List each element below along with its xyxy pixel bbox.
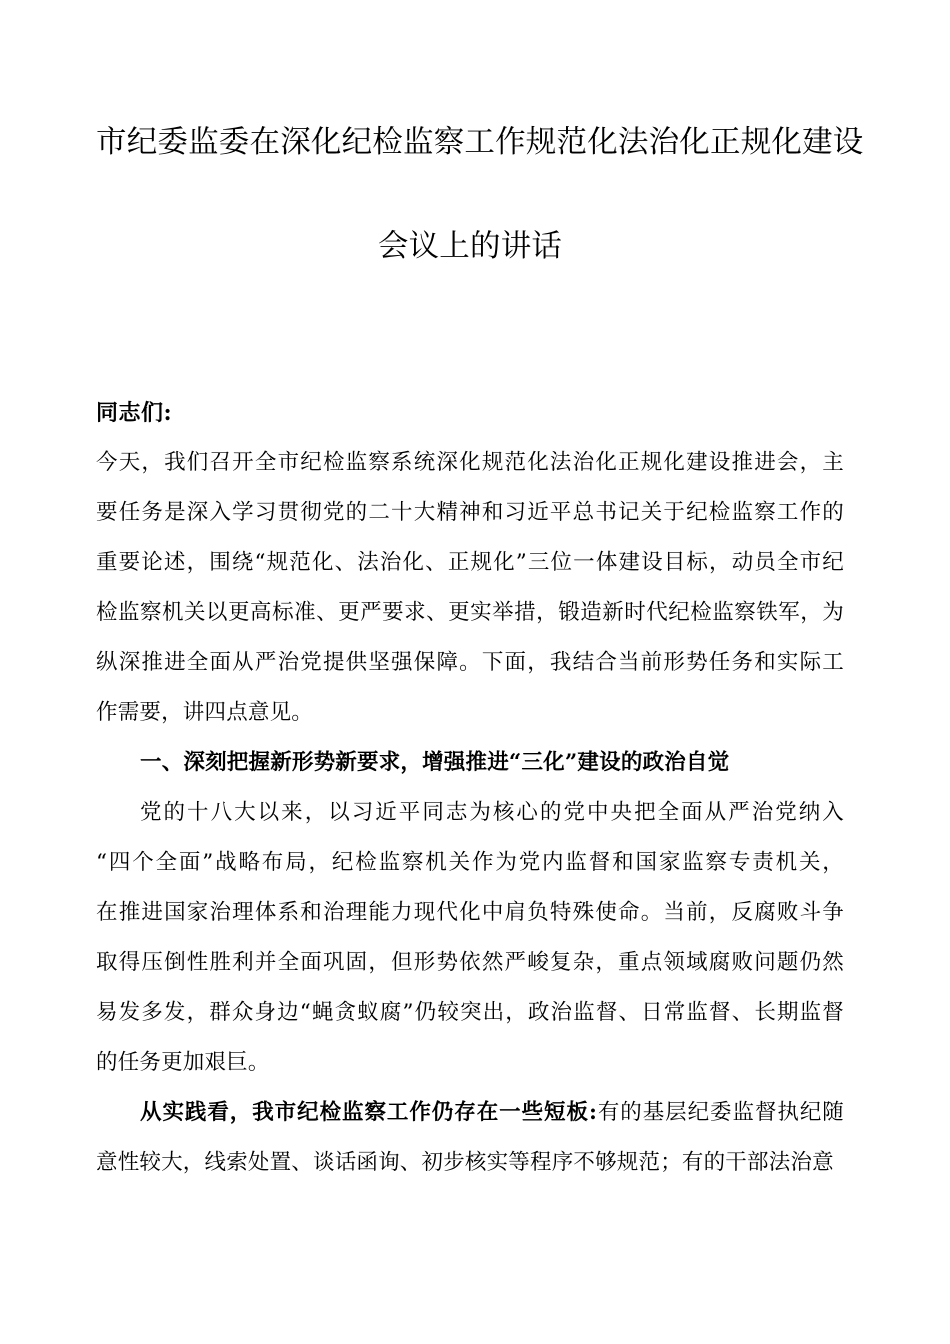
paragraph-line: 易发多发，群众身边“蝇贪蚁腐”仍较突出，政治监督、日常监督、长期监督 (96, 1000, 844, 1025)
paragraph-line: 作需要，讲四点意见。 (96, 700, 314, 725)
paragraph-line: 党的十八大以来，以习近平同志为核心的党中央把全面从严治党纳入 (140, 800, 844, 825)
paragraph-line: 取得压倒性胜利并全面巩固，但形势依然严峻复杂，重点领域腐败问题仍然 (96, 950, 844, 975)
page-title-line-2: 会议上的讲话 (377, 229, 563, 263)
paragraph-line: 要任务是深入学习贯彻党的二十大精神和习近平总书记关于纪检监察工作的 (96, 500, 844, 525)
paragraph-line: 检监察机关以更高标准、更严要求、更实举措，锻造新时代纪检监察铁军，为 (96, 600, 844, 625)
paragraph-bold-lead: 从实践看，我市纪检监察工作仍存在一些短板: (140, 1100, 598, 1125)
salutation: 同志们: (96, 400, 173, 426)
page-title (96, 0, 864, 272)
paragraph-section1-2 (96, 1088, 844, 1188)
paragraph-line-rest: 有的基层纪委监督执纪随 (597, 1100, 844, 1125)
paragraph-line: 重要论述，围绕“规范化、法治化、正规化”三位一体建设目标，动员全市纪 (96, 550, 844, 575)
document-body (96, 0, 864, 1188)
paragraph-line: 在推进国家治理体系和治理能力现代化中肩负特殊使命。当前，反腐败斗争 (96, 900, 844, 925)
paragraph-section1-1 (96, 788, 844, 1088)
page-title-line-1: 市纪委监委在深化纪检监察工作规范化法治化正规化建设 (96, 125, 864, 159)
section-heading-1: 一、深刻把握新形势新要求，增强推进“三化”建设的政治自觉 (140, 750, 730, 775)
paragraph-opening (96, 438, 844, 738)
paragraph-line: 意性较大，线索处置、谈话函询、初步核实等程序不够规范；有的干部法治意 (96, 1150, 834, 1175)
paragraph-line (96, 1088, 844, 1138)
paragraph-line: 的任务更加艰巨。 (96, 1050, 270, 1075)
paragraph-line: 纵深推进全面从严治党提供坚强保障。下面，我结合当前形势任务和实际工 (96, 650, 844, 675)
paragraph-line: “四个全面”战略布局，纪检监察机关作为党内监督和国家监察专责机关， (96, 850, 844, 875)
paragraph-line: 今天，我们召开全市纪检监察系统深化规范化法治化正规化建设推进会，主 (96, 450, 844, 475)
